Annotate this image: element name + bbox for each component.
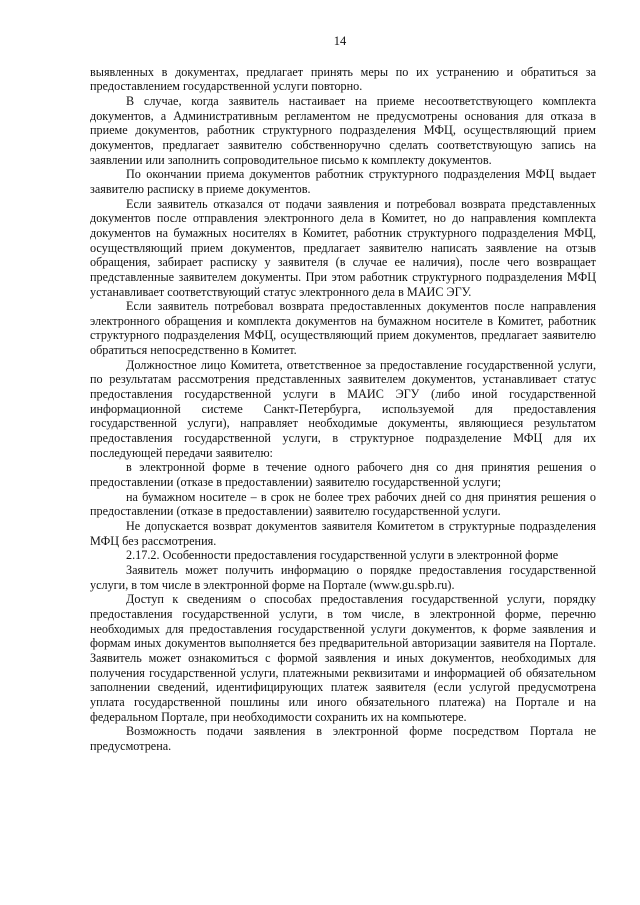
paragraph-electronic-form-deadline: в электронной форме в течение одного рабочего дня со дня принятия решения о предоставлении (отказе в предоставлении) заявителю государственной услуги; xyxy=(90,460,596,490)
paragraph-access-info: Доступ к сведениям о способах предоставления государственной услуги, порядку предоставления государственной услуги, в том числе, в электронной форме, перечню необходимых для предоставления государственной услуги документов, к форме заявления и формам иных документов выполняется без предварительной авторизации заявителя на Портале. Заявитель может ознакомиться с формой заявления и иных документов, необходимых для получения государственной услуги, платежными реквизитами и информацией об обязательном заполнении сведений, идентифицирующих платеж заявителя (если услугой предусмотрена уплата государственной пошлины или иного обязательного платежа) на Портале и на федеральном Портале, при необходимости сохранить их на компьютере. xyxy=(90,592,596,724)
paragraph-portal-info: Заявитель может получить информацию о порядке предоставления государственной услуги, в том числе в электронной форме на Портале (www.gu.spb.ru). xyxy=(90,562,596,592)
paragraph-refusal-before-sending: Если заявитель отказался от подачи заявления и потребовал возврата представленных документов после отправления электронного дела в Комитет, но до направления комплекта документов на бумажных носителях в Комитет, работник структурного подразделения МФЦ, осуществляющий прием документов, предлагает заявителю написать заявление на отзыв обращения, забирает расписку у заявителя (в случае ее наличия), после чего возвращает представленные заявителем документы. При этом работник структурного подразделения МФЦ устанавливает соответствующий статус электронного дела в МАИС ЭГУ. xyxy=(90,196,596,299)
paragraph-no-electronic-submission: Возможность подачи заявления в электронной форме посредством Портала не предусмотрена. xyxy=(90,724,596,753)
paragraph-incomplete-set: В случае, когда заявитель настаивает на приеме несоответствующего комплекта документов, а Административным регламентом не предусмотрены основания для отказа в приеме документов, работник структурного подразделения МФЦ, осуществляющий прием документов, предлагает заявителю собственноручно сделать соответствующую запись на заявлении или заполнить сопроводительное письмо к комплекту документов. xyxy=(90,93,596,167)
paragraph-committee-official: Должностное лицо Комитета, ответственное за предоставление государственной услуги, по результатам рассмотрения представленных заявителем документов, устанавливает статус предоставления государственной услуги в МАИС ЭГУ (либо иной государственной информационной системе Санкт-Петербурга, используемой для предоставления государственной услуги), направляет необходимые документы, являющиеся результатом предоставления государственной услуги, в структурное подразделение МФЦ для их последующей передачи заявителю: xyxy=(90,357,596,460)
paragraph-no-return: Не допускается возврат документов заявителя Комитетом в структурные подразделения МФЦ без рассмотрения. xyxy=(90,519,596,548)
section-heading-2-17-2: 2.17.2. Особенности предоставления государственной услуги в электронной форме xyxy=(126,548,559,563)
document-body xyxy=(90,65,596,754)
paragraph-continuation: выявленных в документах, предлагает принять меры по их устранению и обратиться за предоставлением государственной услуги повторно. xyxy=(90,64,596,94)
paragraph-paper-form-deadline: на бумажном носителе – в срок не более трех рабочих дней со дня принятия решения о предоставлении (отказе в предоставлении) заявителю государственной услуги. xyxy=(90,489,596,519)
page-number: 14 xyxy=(333,34,347,48)
paragraph-refusal-after-sending: Если заявитель потребовал возврата предоставленных документов после направления электронного обращения и комплекта документов на бумажном носителе в Комитет, работник структурного подразделения МФЦ, осуществляющий прием документов, предлагает заявителю обратиться непосредственно в Комитет. xyxy=(90,299,596,358)
paragraph-receipt: По окончании приема документов работник структурного подразделения МФЦ выдает заявителю расписку в приеме документов. xyxy=(90,167,596,196)
